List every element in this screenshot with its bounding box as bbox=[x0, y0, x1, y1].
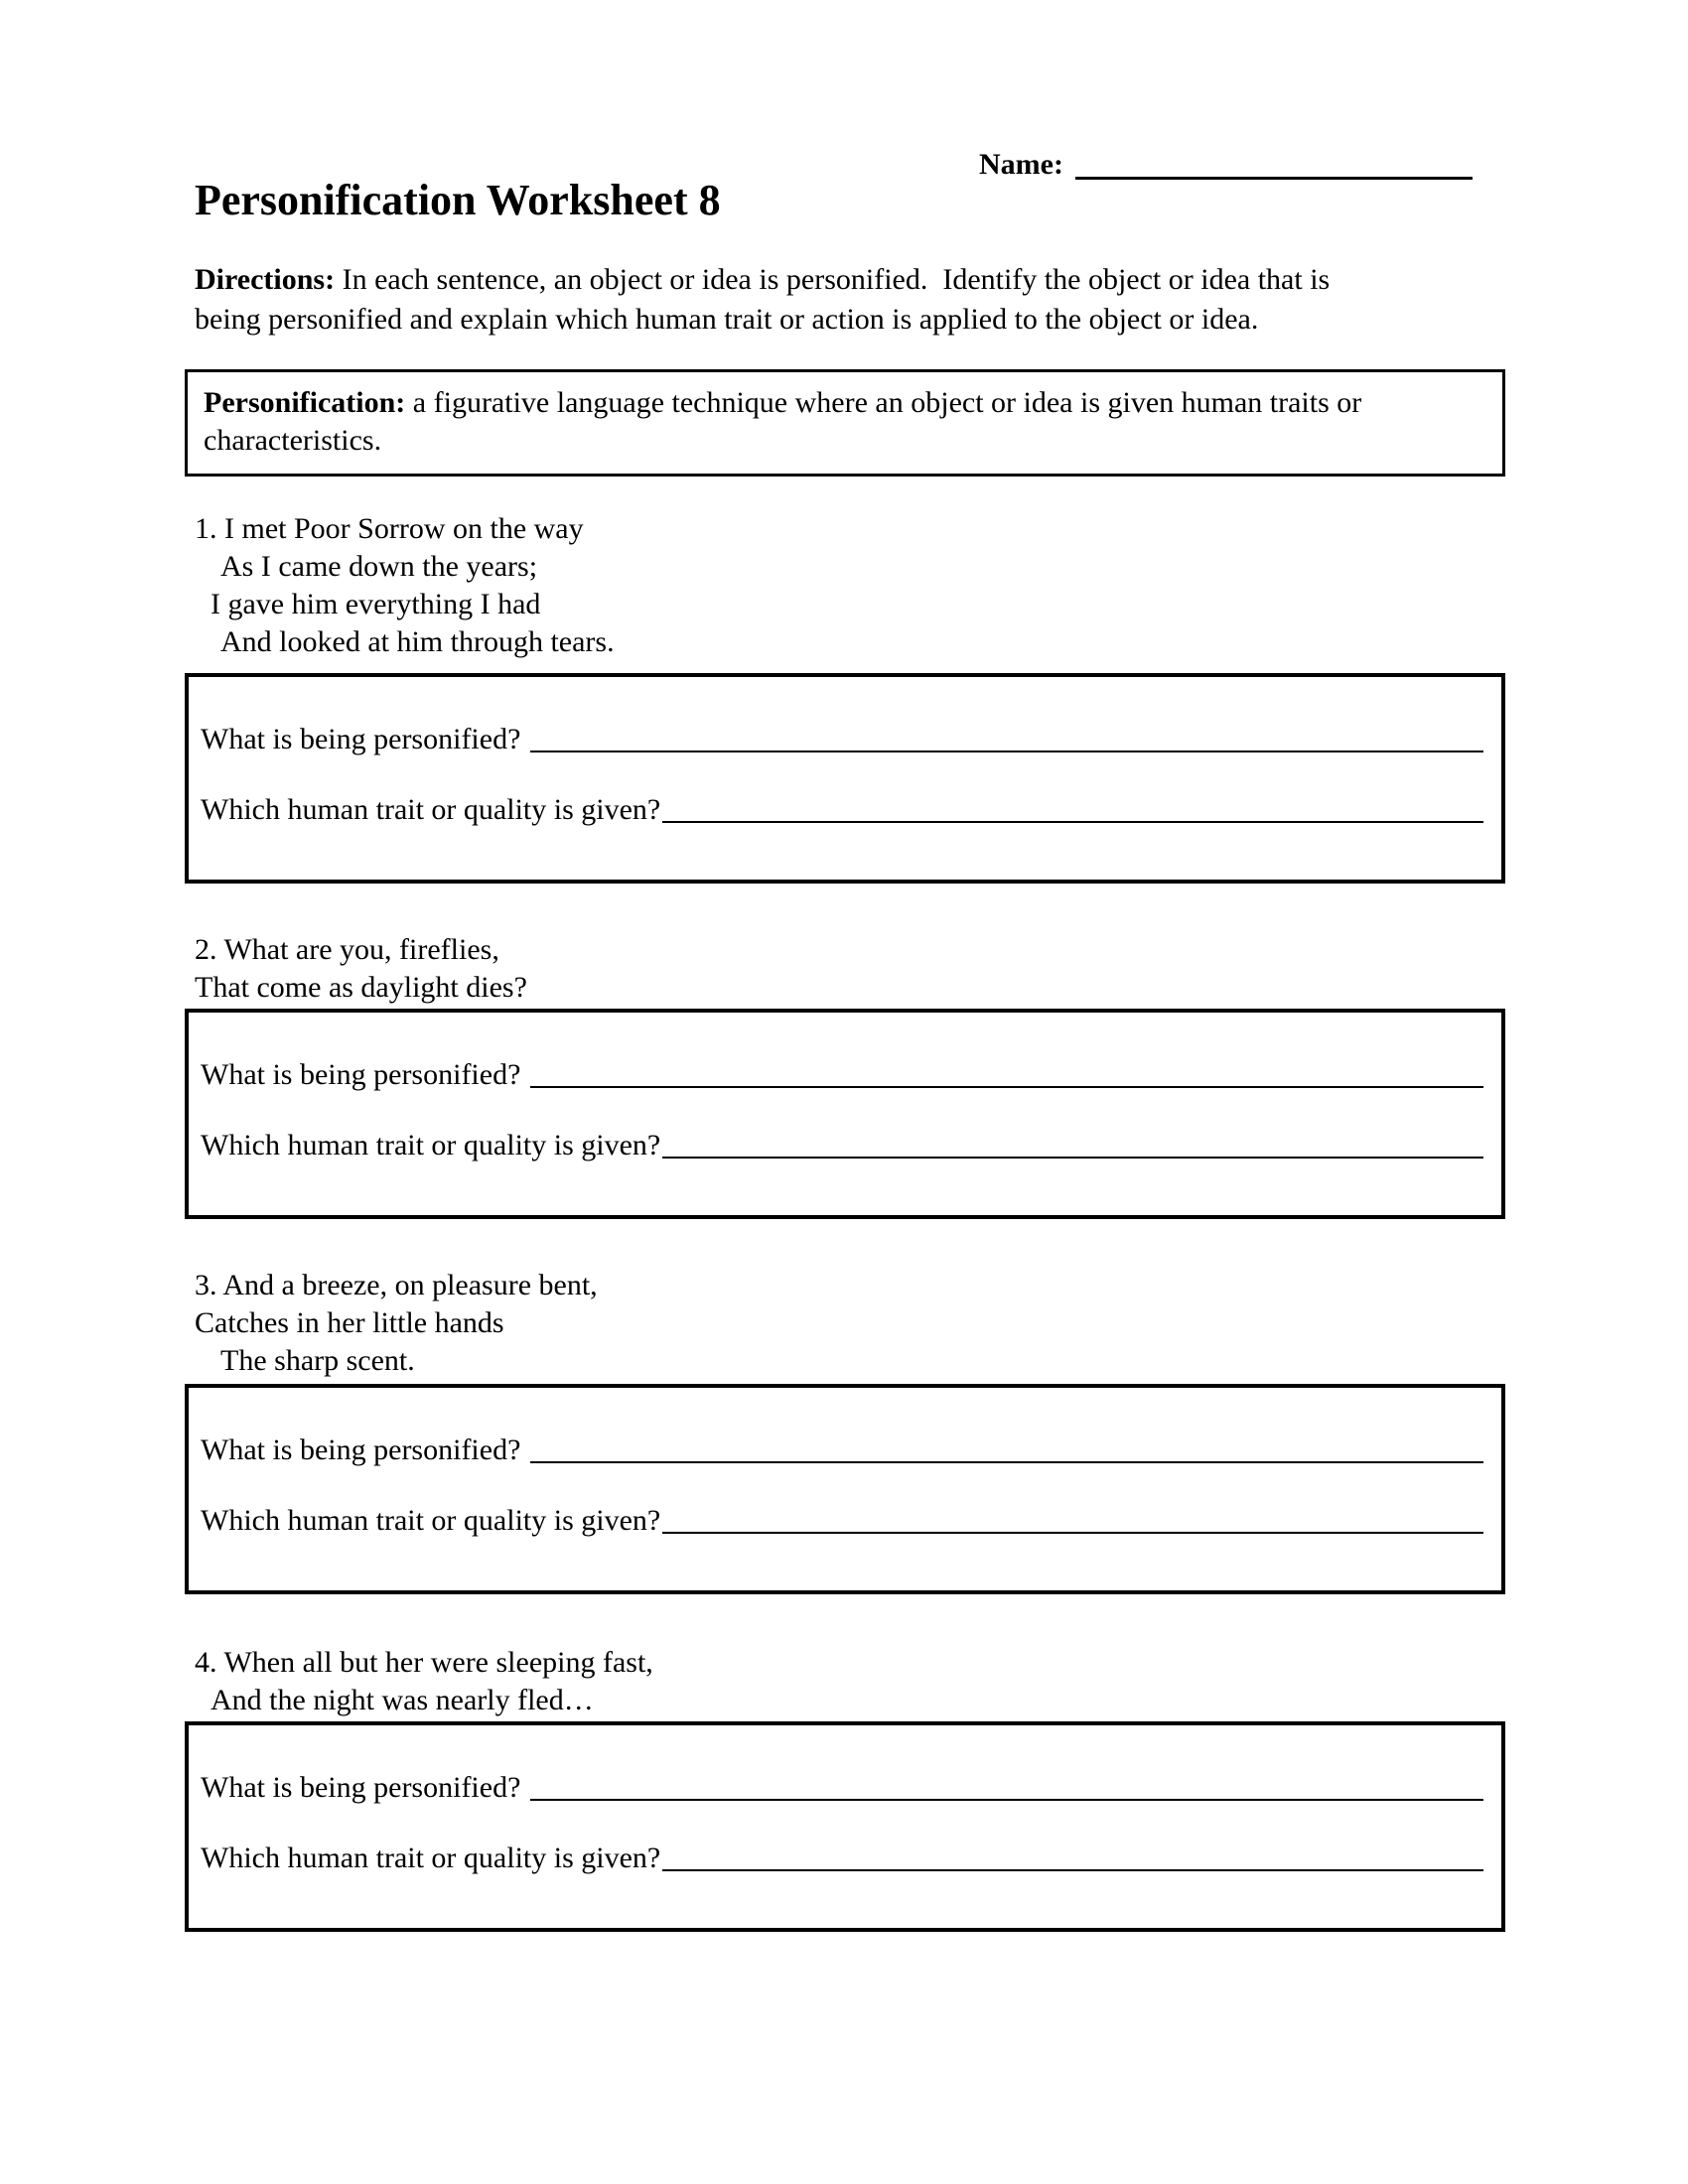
question-1-answer-box bbox=[185, 673, 1505, 884]
answer-blank-trait-1[interactable] bbox=[662, 791, 1483, 823]
personified-prompt: What is being personified? bbox=[201, 1433, 521, 1466]
answer-blank-personified-4[interactable] bbox=[530, 1769, 1483, 1801]
definition-line-2 bbox=[204, 422, 1486, 460]
answer-blank-trait-4[interactable] bbox=[662, 1840, 1483, 1871]
poem-line: As I came down the years; bbox=[220, 550, 538, 583]
poem-line: That come as daylight dies? bbox=[195, 971, 527, 1004]
answer-blank-trait-3[interactable] bbox=[662, 1502, 1483, 1534]
answer-blank-personified-3[interactable] bbox=[530, 1432, 1483, 1463]
directions-line-1 bbox=[195, 260, 1515, 300]
personified-prompt: What is being personified? bbox=[201, 1771, 521, 1804]
personified-row bbox=[201, 1769, 1483, 1806]
personified-row bbox=[201, 721, 1483, 757]
answer-blank-personified-2[interactable] bbox=[530, 1056, 1483, 1088]
trait-prompt: Which human trait or quality is given? bbox=[201, 793, 661, 826]
personified-row bbox=[201, 1432, 1483, 1468]
trait-prompt: Which human trait or quality is given? bbox=[201, 1504, 661, 1537]
trait-prompt: Which human trait or quality is given? bbox=[201, 1842, 661, 1874]
directions bbox=[195, 260, 1515, 340]
question-2-answer-box bbox=[185, 1009, 1505, 1219]
question-4-poem bbox=[195, 1644, 653, 1719]
trait-row bbox=[201, 1840, 1483, 1876]
trait-row bbox=[201, 791, 1483, 828]
definition-text-2: characteristics. bbox=[204, 424, 382, 457]
trait-prompt: Which human trait or quality is given? bbox=[201, 1129, 661, 1161]
trait-row bbox=[201, 1502, 1483, 1539]
poem-line: 3. And a breeze, on pleasure bent, bbox=[195, 1269, 598, 1301]
directions-text-2: being personified and explain which human trait or action is applied to the object or idea. bbox=[195, 303, 1259, 336]
definition-text-1: a figurative language technique where an object or idea is given human traits or bbox=[412, 386, 1362, 419]
personified-prompt: What is being personified? bbox=[201, 723, 521, 755]
question-4-answer-box bbox=[185, 1721, 1505, 1932]
poem-line: And the night was nearly fled… bbox=[211, 1684, 594, 1716]
definition-line-1 bbox=[204, 384, 1486, 422]
trait-row bbox=[201, 1127, 1483, 1163]
poem-line: The sharp scent. bbox=[220, 1344, 415, 1377]
poem-line: Catches in her little hands bbox=[195, 1306, 504, 1339]
personified-prompt: What is being personified? bbox=[201, 1058, 521, 1091]
directions-label: Directions: bbox=[195, 263, 336, 296]
question-2-poem bbox=[195, 931, 527, 1007]
poem-line: And looked at him through tears. bbox=[220, 625, 615, 658]
question-3-poem bbox=[195, 1267, 598, 1380]
page-title: Personification Worksheet 8 bbox=[195, 176, 721, 224]
answer-blank-trait-2[interactable] bbox=[662, 1127, 1483, 1159]
poem-line: 4. When all but her were sleeping fast, bbox=[195, 1646, 653, 1679]
poem-line: 2. What are you, fireflies, bbox=[195, 933, 499, 966]
question-3-answer-box bbox=[185, 1384, 1505, 1594]
answer-blank-personified-1[interactable] bbox=[530, 721, 1483, 752]
poem-line: 1. I met Poor Sorrow on the way bbox=[195, 512, 584, 545]
definition-label: Personification: bbox=[204, 386, 406, 419]
name-blank[interactable] bbox=[1075, 147, 1473, 180]
poem-line: I gave him everything I had bbox=[211, 588, 541, 620]
personified-row bbox=[201, 1056, 1483, 1093]
name-label: Name: bbox=[979, 148, 1063, 181]
definition-box bbox=[185, 369, 1505, 477]
name-row bbox=[979, 147, 1495, 182]
directions-line-2 bbox=[195, 300, 1515, 340]
question-1-poem bbox=[195, 510, 615, 661]
directions-text-1: In each sentence, an object or idea is personified. Identify the object or idea that is bbox=[342, 263, 1331, 296]
